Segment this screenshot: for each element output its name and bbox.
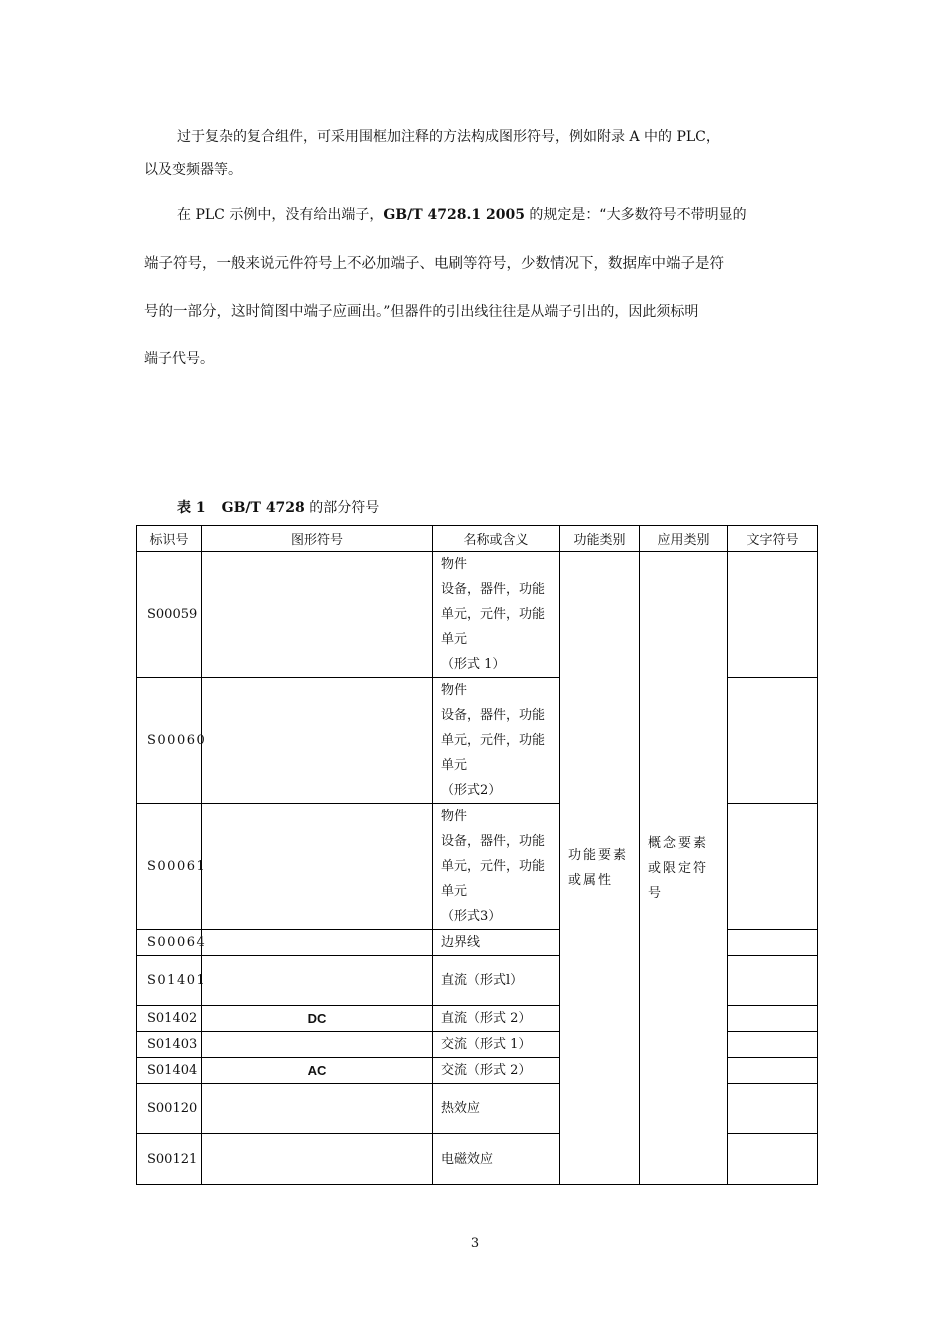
row-symbol: AC (202, 1058, 433, 1084)
paragraph-2-line-2: 端子符号，一般来说元件符号上不必加端子、电刷等符号，少数情况下，数据库中端子是符 (144, 256, 724, 272)
name-line: 单元 (441, 884, 468, 899)
name-line: 物件 (441, 557, 468, 572)
name-line: 设备，器件，功能 (441, 834, 546, 849)
standard-reference: GB/T 4728.1 2005 (383, 207, 525, 223)
row-symbol (202, 1134, 433, 1185)
row-symbol (202, 552, 433, 678)
row-id: S00060 (137, 678, 202, 804)
row-symbol (202, 678, 433, 804)
header-function-category: 功能类别 (560, 526, 640, 552)
name-line: 单元 (441, 632, 468, 647)
row-symbol (202, 1032, 433, 1058)
paragraph-1-line-2: 以及变频器等。 (144, 162, 242, 178)
row-id: S00061 (137, 804, 202, 930)
name-line: 直流（形式 2） (441, 1011, 532, 1026)
name-line: 物件 (441, 809, 468, 824)
name-line: 单元，元件，功能 (441, 733, 546, 748)
table-caption-title-bold: GB/T 4728 (221, 500, 305, 516)
row-name (433, 804, 560, 930)
row-text-symbol (728, 1134, 818, 1185)
row-name (433, 1006, 560, 1032)
name-line: 电磁效应 (441, 1151, 494, 1167)
name-line: 直流（形式l） (441, 973, 524, 988)
quote-end: 号的一部分，这时简图中端子应画出。 (144, 304, 384, 320)
row-id: S00120 (137, 1084, 202, 1134)
application-category-cell: 概念要素或限定符号 (640, 552, 728, 1185)
row-text-symbol (728, 804, 818, 930)
header-text-symbol: 文字符号 (728, 526, 818, 552)
row-symbol: DC (202, 1006, 433, 1032)
table-caption-title-rest: 的部分符号 (304, 500, 380, 516)
row-id: S01401 (137, 956, 202, 1006)
paragraph-2-text-a: 在 PLC 示例中，没有给出端子， (177, 207, 384, 223)
name-line: 设备，器件，功能 (441, 582, 546, 597)
row-id: S01404 (137, 1058, 202, 1084)
row-name (433, 552, 560, 678)
row-text-symbol (728, 678, 818, 804)
row-id: S00121 (137, 1134, 202, 1185)
row-id: S00059 (137, 552, 202, 678)
row-name (433, 1032, 560, 1058)
row-text-symbol (728, 1058, 818, 1084)
row-symbol (202, 1084, 433, 1134)
row-text-symbol (728, 1032, 818, 1058)
name-line: （形式 1） (441, 657, 506, 672)
name-line: 边界线 (441, 935, 481, 950)
name-line: 物件 (441, 683, 468, 698)
name-line: 热效应 (441, 1101, 481, 1116)
paragraph-2-text-c: 的规定是： (524, 207, 600, 223)
name-line: 设备，器件，功能 (441, 708, 546, 723)
row-text-symbol (728, 1006, 818, 1032)
function-category-cell: 功能要素或属性 (560, 552, 640, 1185)
name-line: 单元，元件，功能 (441, 859, 546, 874)
row-name (433, 1134, 560, 1185)
header-symbol: 图形符号 (202, 526, 433, 552)
row-id: S01402 (137, 1006, 202, 1032)
header-id: 标识号 (137, 526, 202, 552)
row-text-symbol (728, 956, 818, 1006)
quote-start: “大多数符号不带明显的 (599, 207, 747, 223)
row-text-symbol (728, 1084, 818, 1134)
row-id: S00064 (137, 930, 202, 956)
header-name: 名称或含义 (433, 526, 560, 552)
row-id: S01403 (137, 1032, 202, 1058)
row-symbol (202, 956, 433, 1006)
row-symbol (202, 804, 433, 930)
header-application-category: 应用类别 (640, 526, 728, 552)
name-line: （形式3） (441, 909, 502, 924)
paragraph-2-line-1 (177, 205, 747, 225)
symbols-table (136, 525, 818, 1185)
table-caption-label: 表 1 (177, 500, 206, 516)
name-line: 单元 (441, 758, 468, 773)
paragraph-2-line-4: 端子代号。 (144, 351, 214, 367)
page-number: 3 (470, 1236, 480, 1251)
row-name (433, 930, 560, 956)
row-name (433, 1058, 560, 1084)
table-caption (177, 497, 379, 517)
table-row (137, 552, 818, 678)
paragraph-2-line-3 (144, 302, 698, 322)
name-line: （形式2） (441, 783, 502, 798)
row-text-symbol (728, 930, 818, 956)
row-name (433, 956, 560, 1006)
row-name (433, 678, 560, 804)
paragraph-1-line-1: 过于复杂的复合组件，可采用围框加注释的方法构成图形符号，例如附录 A 中的 PLC， (177, 129, 720, 145)
name-line: 交流（形式 2） (441, 1063, 532, 1078)
paragraph-2-text-after-quote: ”但器件的引出线往往是从端子引出的，因此须标明 (383, 304, 699, 320)
name-line: 单元，元件，功能 (441, 607, 546, 622)
row-text-symbol (728, 552, 818, 678)
name-line: 交流（形式 1） (441, 1037, 532, 1052)
row-name (433, 1084, 560, 1134)
table-header-row (137, 526, 818, 552)
row-symbol (202, 930, 433, 956)
